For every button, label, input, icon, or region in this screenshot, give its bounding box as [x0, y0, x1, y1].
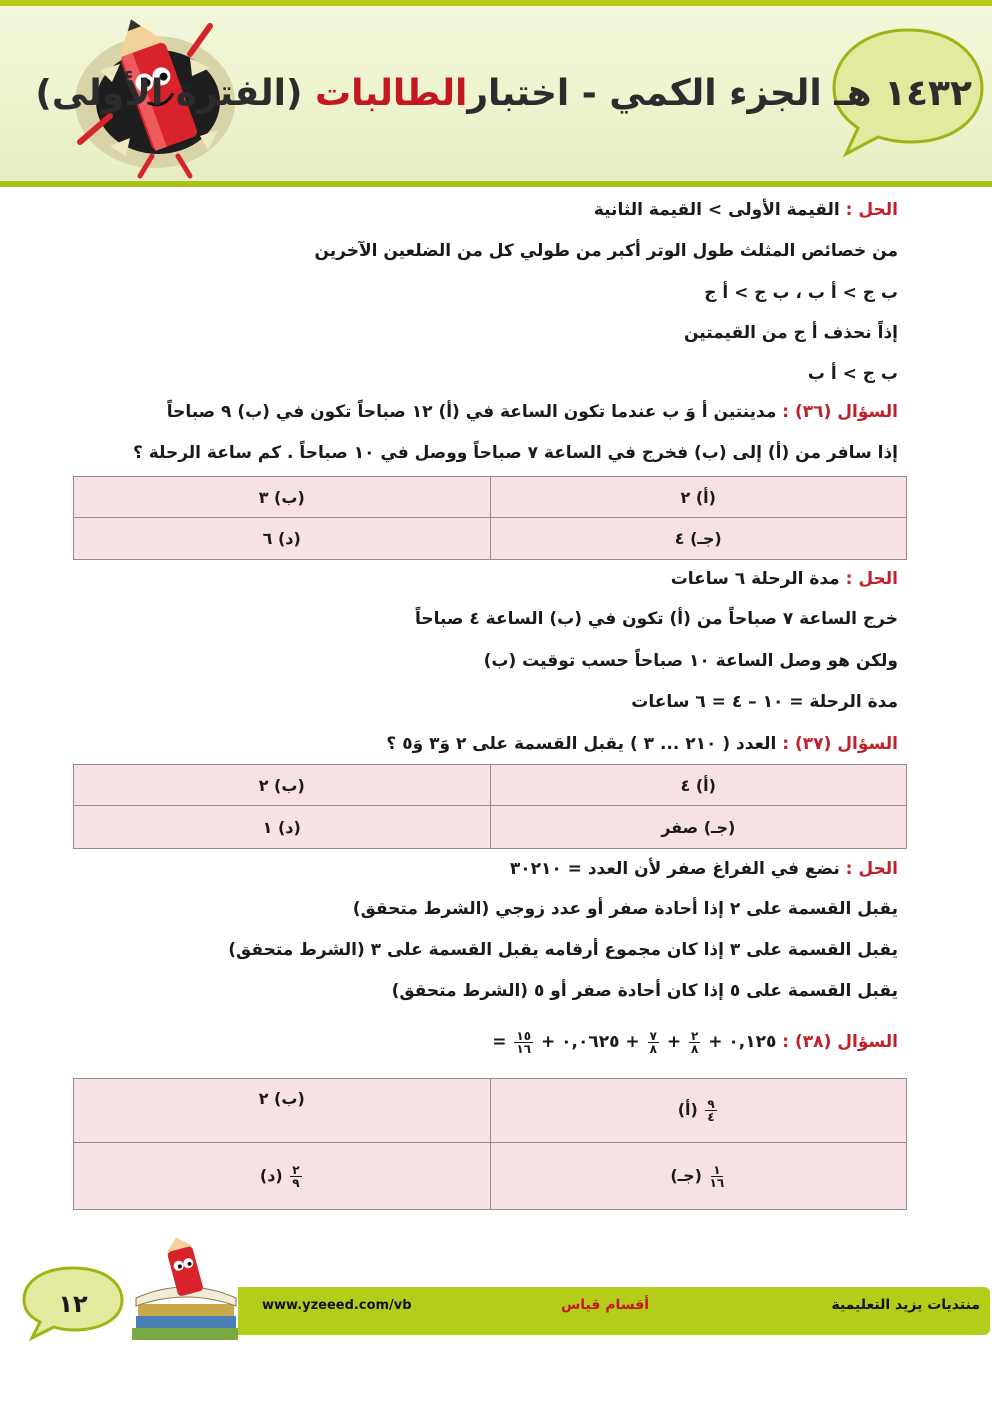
question-37-options [73, 764, 907, 849]
question-text: العدد ( ٢١٠ ... ٣ ) يقبل القسمة على ٢ وَ٣ وَ٥ ؟ [386, 734, 777, 754]
question-38-line [78, 1024, 898, 1060]
option-a[interactable] [490, 1079, 907, 1143]
solution-label: الحل : [845, 569, 898, 589]
header-bottom-line [0, 181, 992, 187]
page-number: ١٢ [58, 1290, 88, 1318]
question-term: = [492, 1032, 507, 1052]
header-title-highlight: الطالبات [314, 73, 468, 114]
header-title-part2: (الفترة الأولى) [35, 73, 303, 114]
question-36-line-2: إذا سافر من (أ) إلى (ب) فخرج في الساعة ٧ صباحاً ووصل في ١٠ صباحاً . كم ساعة الرحلة ؟ [132, 443, 898, 463]
solution-35-line-1 [78, 197, 898, 223]
question-label: السؤال (٣٨) : [782, 1032, 898, 1052]
option-c[interactable] [490, 1143, 907, 1210]
solution-36-line-1 [78, 566, 898, 592]
option-d[interactable] [74, 1143, 491, 1210]
solution-36-line-2: خرج الساعة ٧ صباحاً من (أ) تكون في (ب) الساعة ٤ صباحاً [415, 609, 898, 629]
question-37-line [78, 731, 898, 757]
question-36-line-1 [78, 399, 898, 425]
option-label: (د) [259, 1165, 283, 1185]
mascot-books-icon [122, 1236, 250, 1352]
fraction: $\frac{٩}{٤}$ [707, 1097, 715, 1124]
option-c[interactable]: (جـ) ٤ [490, 518, 907, 560]
solution-text: مدة الرحلة ٦ ساعات [670, 569, 840, 589]
question-label: السؤال (٣٦) : [782, 402, 898, 422]
footer-section-link[interactable]: أقسام قياس [560, 1297, 650, 1313]
option-b[interactable]: (ب) ٢ [74, 1079, 491, 1143]
option-c[interactable]: (جـ) صفر [490, 806, 907, 849]
solution-36-line-4: مدة الرحلة = ١٠ – ٤ = ٦ ساعات [631, 692, 898, 712]
solution-36-line-3: ولكن هو وصل الساعة ١٠ صباحاً حسب توقيت (ب) [483, 651, 898, 671]
question-term: + ٠,٠٦٢٥ + [540, 1032, 640, 1052]
option-b[interactable]: (ب) ٣ [74, 477, 491, 518]
footer-site-name: منتديات يزيد التعليمية [831, 1297, 980, 1313]
solution-35-line-4: إذاً نحذف أ ج من القيمتين [683, 323, 898, 343]
fraction: $\frac{٢}{٩}$ [292, 1162, 300, 1190]
header-year: ١٤٣٢ هـ [834, 73, 972, 114]
option-d[interactable]: (د) ١ [74, 806, 491, 849]
question-term: + [666, 1032, 682, 1052]
question-label: السؤال (٣٧) : [782, 734, 898, 754]
solution-35-line-5: ب ج > أ ب [807, 364, 898, 384]
solution-35-line-2: من خصائص المثلث طول الوتر أكبر من طولي كل من الضلعين الآخرين [314, 241, 898, 261]
solution-35-line-3: ب ج > أ ب ، ب ج > أ ج [704, 283, 898, 303]
option-d[interactable]: (د) ٦ [74, 518, 491, 560]
solution-label: الحل : [845, 200, 898, 220]
solution-text: القيمة الأولى > القيمة الثانية [593, 200, 840, 220]
option-a[interactable]: (أ) ٢ [490, 477, 907, 518]
page-title [35, 66, 972, 122]
question-38-options [73, 1078, 907, 1210]
fraction: $\frac{٢}{٨}$ [690, 1028, 699, 1056]
solution-37-line-4: يقبل القسمة على ٥ إذا كان أحادة صفر أو ٥ (الشرط متحقق) [391, 981, 898, 1001]
question-term: ٠,١٢٥ + [708, 1032, 777, 1052]
solution-37-line-2: يقبل القسمة على ٢ إذا أحادة صفر أو عدد زوجي (الشرط متحقق) [352, 899, 898, 919]
option-label: (أ) [677, 1100, 698, 1119]
question-36-options [73, 476, 907, 560]
solution-label: الحل : [845, 859, 898, 879]
option-b[interactable]: (ب) ٢ [74, 765, 491, 806]
header-title-part1: الجزء الكمي - اختبار [467, 73, 822, 114]
solution-text: نضع في الفراغ صفر لأن العدد = ٣٠٢١٠ [509, 859, 840, 879]
fraction: $\frac{٧}{٨}$ [649, 1028, 657, 1056]
solution-37-line-1 [78, 856, 898, 882]
question-text: مدينتين أ وَ ب عندما تكون الساعة في (أ) ١٢ صباحاً تكون في (ب) ٩ صباحاً [166, 402, 777, 422]
footer-url-link[interactable]: www.yzeeed.com/vb [262, 1298, 412, 1313]
option-a[interactable]: (أ) ٤ [490, 765, 907, 806]
solution-37-line-3: يقبل القسمة على ٣ إذا كان مجموع أرقامه يقبل القسمة على ٣ (الشرط متحقق) [228, 940, 898, 960]
fraction: $\frac{١٥}{١٦}$ [516, 1028, 532, 1056]
fraction: $\frac{١}{١٦}$ [709, 1162, 725, 1190]
option-label: (جـ) [670, 1165, 702, 1185]
